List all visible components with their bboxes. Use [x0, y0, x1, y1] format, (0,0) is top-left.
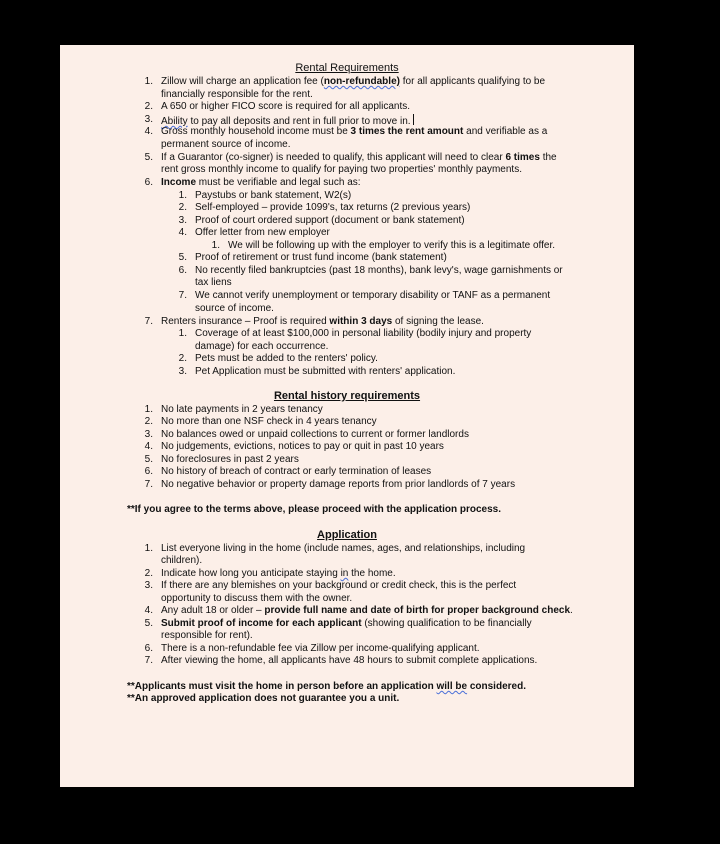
- sub-list-number: 1.: [178, 190, 187, 201]
- text-cursor: [413, 114, 414, 125]
- sub-list-item-continuation: tax liens: [195, 277, 232, 288]
- application-item-continuation: responsible for rent).: [161, 630, 253, 641]
- sub-list-item: Paystubs or bank statement, W2(s): [195, 190, 352, 201]
- application-item-continuation: children).: [161, 555, 203, 566]
- application-item: There is a non-refundable fee via Zillow per income-qualifying applicant.: [161, 643, 480, 654]
- sub-sub-list-number: 1.: [211, 240, 220, 251]
- history-item: No late payments in 2 years tenancy: [161, 404, 323, 415]
- list-number: 5.: [144, 152, 153, 163]
- application-number: 6.: [144, 643, 153, 654]
- application-number: 4.: [144, 605, 153, 616]
- history-number: 7.: [144, 479, 153, 490]
- section-title-rental-history: Rental history requirements: [273, 390, 421, 402]
- list-item: Income must be verifiable and legal such as:: [161, 177, 361, 188]
- history-number: 6.: [144, 466, 153, 477]
- application-item-continuation: opportunity to discuss them with the owner.: [161, 593, 353, 604]
- sub-list-item: We cannot verify unemployment or temporary disability or TANF as a permanent: [195, 290, 551, 301]
- list-item-continuation: rent gross monthly income to qualify for paying two properties' monthly payments.: [161, 164, 522, 175]
- list-item: If a Guarantor (co-signer) is needed to qualify, this applicant will need to clear 6 times the: [161, 152, 557, 163]
- history-item: No more than one NSF check in 4 years tenancy: [161, 416, 377, 427]
- sub-list-number: 5.: [178, 252, 187, 263]
- application-number: 7.: [144, 655, 153, 666]
- list-item: Zillow will charge an application fee (non-refundable) for all applicants qualifying to be: [161, 76, 546, 87]
- history-item: No judgements, evictions, notices to pay or quit in past 10 years: [161, 441, 444, 452]
- history-item: No negative behavior or property damage reports from prior landlords of 7 years: [161, 479, 516, 490]
- sub-list-item: Pets must be added to the renters' policy.: [195, 353, 378, 364]
- sub-list-item: Proof of court ordered support (document or bank statement): [195, 215, 465, 226]
- sub-list-item: Pet Application must be submitted with renters' application.: [195, 366, 456, 377]
- sub-list-item-continuation: source of income.: [195, 303, 274, 314]
- sub-list-number: 3.: [178, 215, 187, 226]
- final-note-visit: **Applicants must visit the home in person before an application will be considered.: [127, 681, 526, 692]
- list-item: Gross monthly household income must be 3 times the rent amount and verifiable as a: [161, 126, 548, 137]
- list-number: 4.: [144, 126, 153, 137]
- application-item: Indicate how long you anticipate staying in the home.: [161, 568, 396, 579]
- history-number: 1.: [144, 404, 153, 415]
- history-number: 3.: [144, 429, 153, 440]
- sub-list-item: Proof of retirement or trust fund income (bank statement): [195, 252, 447, 263]
- sub-list-item: Self-employed – provide 1099's, tax returns (2 previous years): [195, 202, 471, 213]
- sub-list-item-continuation: damage) for each occurrence.: [195, 341, 329, 352]
- list-item-continuation: financially responsible for the rent.: [161, 89, 313, 100]
- agree-note: **If you agree to the terms above, please proceed with the application process.: [127, 504, 501, 515]
- history-item: No foreclosures in past 2 years: [161, 454, 299, 465]
- application-item: Submit proof of income for each applicant (showing qualification to be financially: [161, 618, 532, 629]
- sub-sub-list-item: We will be following up with the employer to verify this is a legitimate offer.: [228, 240, 556, 251]
- list-number: 2.: [144, 101, 153, 112]
- sub-list-number: 2.: [178, 353, 187, 364]
- list-item: Renters insurance – Proof is required within 3 days of signing the lease.: [161, 316, 484, 327]
- application-item: Any adult 18 or older – provide full name and date of birth for proper background check.: [161, 605, 573, 616]
- application-number: 3.: [144, 580, 153, 591]
- history-number: 4.: [144, 441, 153, 452]
- sub-list-number: 2.: [178, 202, 187, 213]
- list-item: Ability to pay all deposits and rent in full prior to move in.: [161, 114, 414, 128]
- sub-list-item: No recently filed bankruptcies (past 18 months), bank levy's, wage garnishments or: [195, 265, 563, 276]
- history-item: No history of breach of contract or early termination of leases: [161, 466, 432, 477]
- sub-list-number: 4.: [178, 227, 187, 238]
- section-title-application: Application: [317, 529, 377, 541]
- list-item-continuation: permanent source of income.: [161, 139, 291, 150]
- list-number: 6.: [144, 177, 153, 188]
- history-number: 2.: [144, 416, 153, 427]
- list-number: 3.: [144, 114, 153, 125]
- page-title: Rental Requirements: [295, 62, 399, 74]
- sub-list-item: Coverage of at least $100,000 in personal liability (bodily injury and property: [195, 328, 532, 339]
- sub-list-number: 6.: [178, 265, 187, 276]
- document-page: [60, 45, 634, 787]
- sub-list-number: 1.: [178, 328, 187, 339]
- sub-list-item: Offer letter from new employer: [195, 227, 330, 238]
- history-item: No balances owed or unpaid collections to current or former landlords: [161, 429, 469, 440]
- history-number: 5.: [144, 454, 153, 465]
- application-number: 1.: [144, 543, 153, 554]
- sub-list-number: 3.: [178, 366, 187, 377]
- application-item: After viewing the home, all applicants have 48 hours to submit complete applications.: [161, 655, 538, 666]
- list-number: 7.: [144, 316, 153, 327]
- application-item: If there are any blemishes on your background or credit check, this is the perfect: [161, 580, 517, 591]
- application-number: 5.: [144, 618, 153, 629]
- list-number: 1.: [144, 76, 153, 87]
- final-note-guarantee: **An approved application does not guarantee you a unit.: [127, 693, 400, 704]
- application-item: List everyone living in the home (include names, ages, and relationships, including: [161, 543, 526, 554]
- list-item: A 650 or higher FICO score is required for all applicants.: [161, 101, 411, 112]
- sub-list-number: 7.: [178, 290, 187, 301]
- application-number: 2.: [144, 568, 153, 579]
